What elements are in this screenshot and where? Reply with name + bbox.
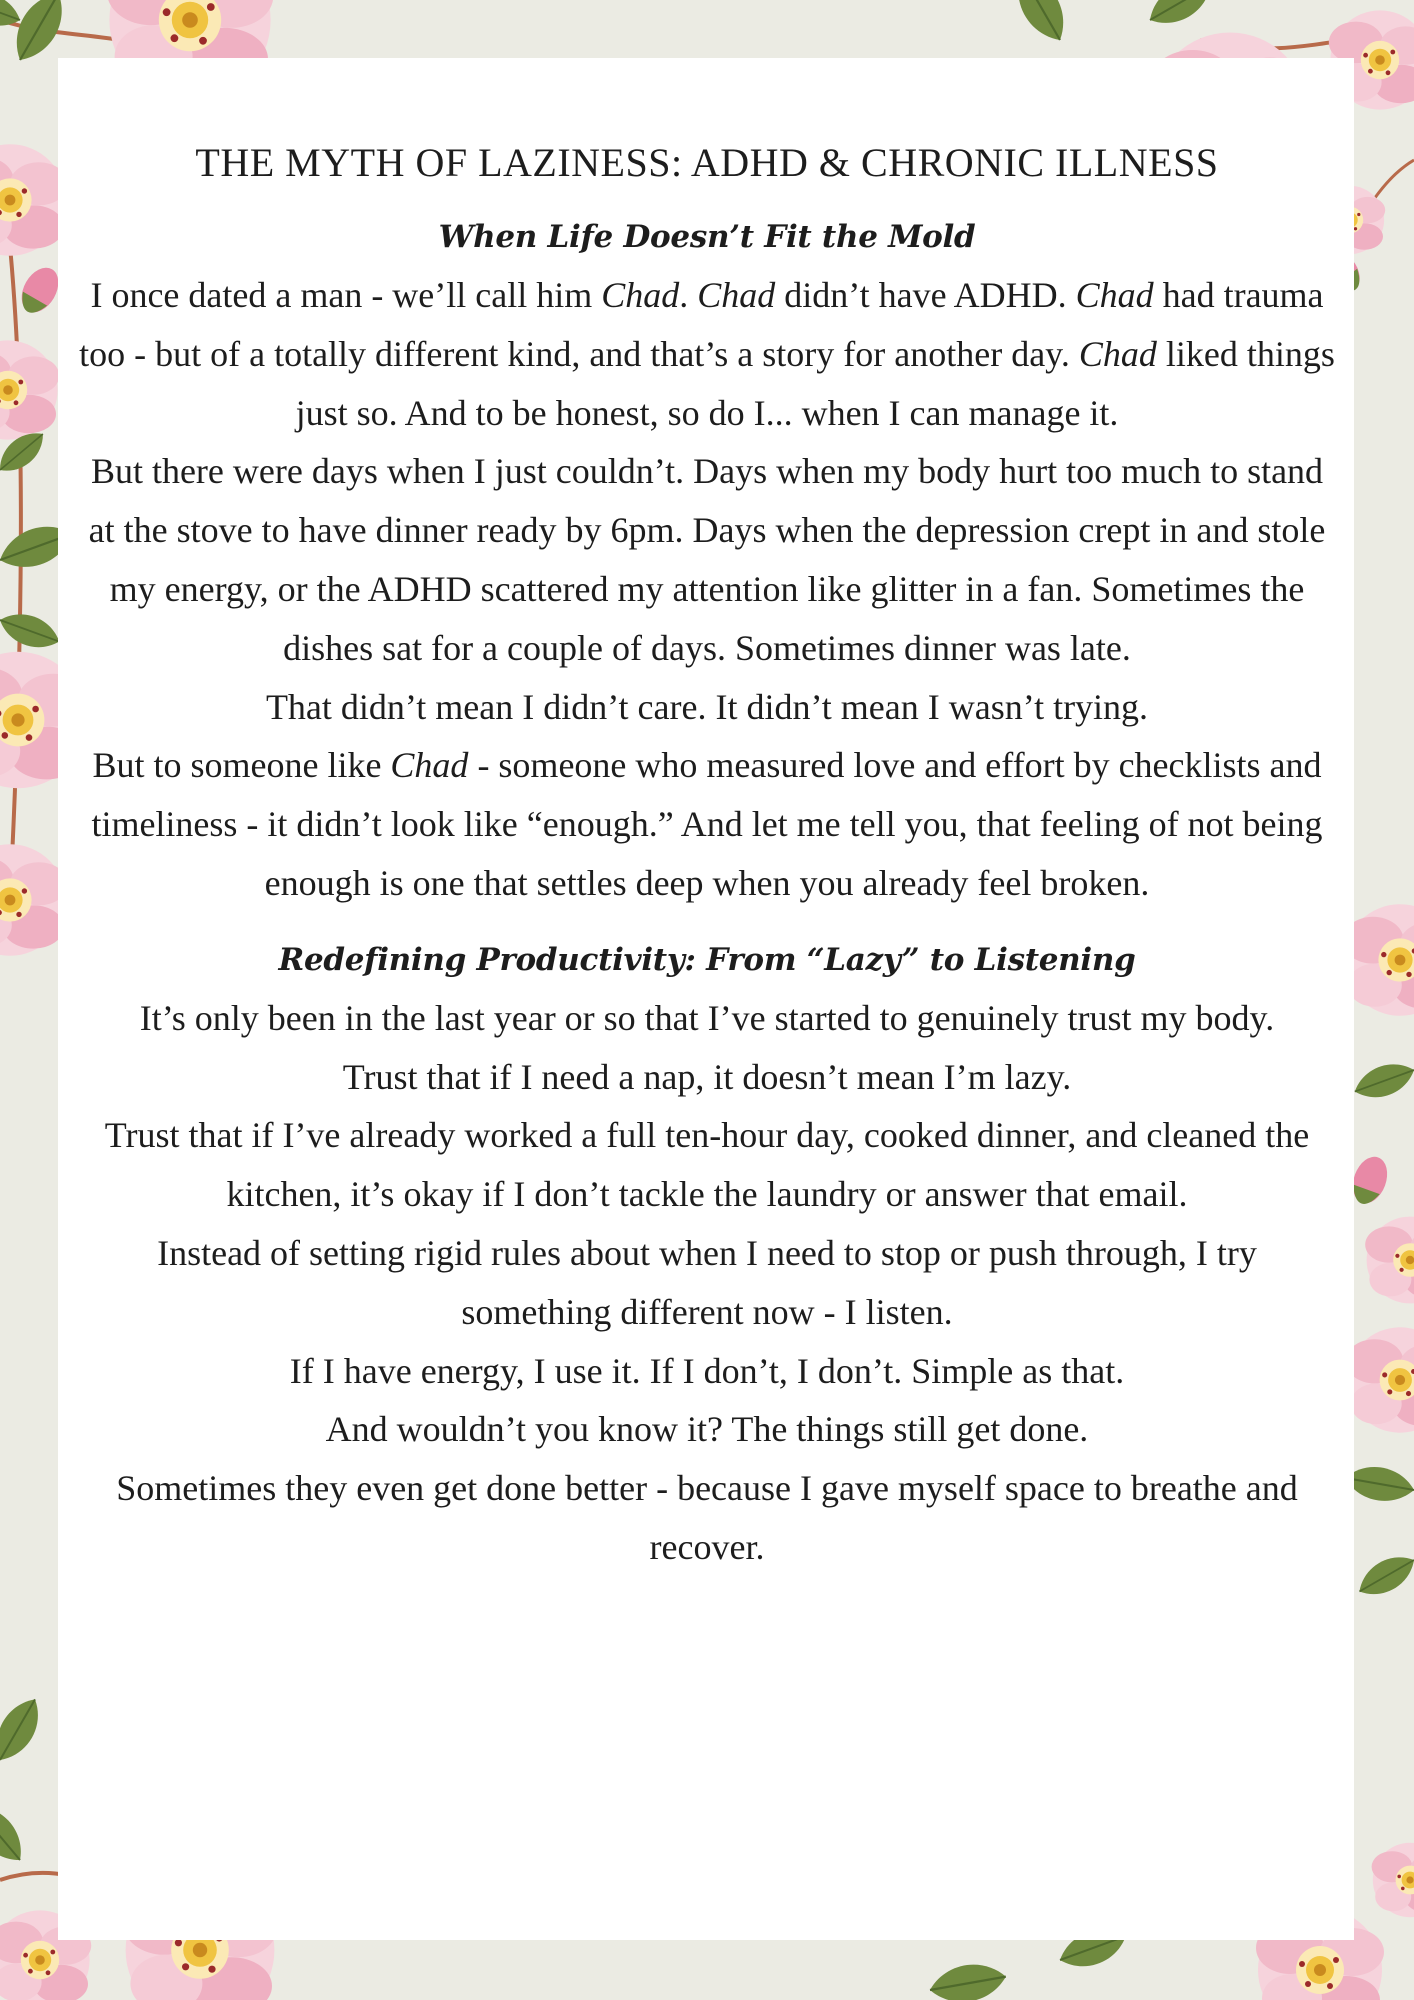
name-emphasis: Chad [697, 275, 776, 315]
paragraph: Instead of setting rigid rules about when I need to stop or push through, I try something different now - I listen. [157, 1232, 1257, 1332]
section-gap [78, 913, 1336, 931]
text-run: But to someone like [92, 745, 391, 786]
name-emphasis: Chad [390, 745, 469, 786]
paragraph: It’s only been in the last year or so that I’ve started to genuinely trust my body. [139, 997, 1275, 1038]
paragraph: Trust that if I’ve already worked a full ten-hour day, cooked dinner, and cleaned the kitchen, it’s okay if I don’t tackle the laundry or answer that email. [104, 1115, 1310, 1215]
paragraph: But there were days when I just couldn’t. Days when my body hurt too much to stand at the stove to have dinner ready by 6pm. Days when the depression crept in and stole my energy, or the ADHD scattered my attention like glitter in a fan. Sometimes the dishes sat for a couple of days. Sometimes dinner was late. [88, 451, 1326, 668]
paragraph [78, 266, 1336, 442]
text-run: didn’t have ADHD. [775, 275, 1076, 315]
paragraph: Sometimes they even get done better - because I gave myself space to breathe and recover. [116, 1468, 1298, 1567]
paragraph: Trust that if I need a nap, it doesn’t mean I’m lazy. [342, 1056, 1072, 1097]
section-heading-1: When Life Doesn’t Fit the Mold [438, 219, 976, 255]
paragraph: And wouldn’t you know it? The things still get done. [325, 1409, 1089, 1450]
article [78, 130, 1336, 1577]
text-run: I once dated a man - we’ll call him [90, 275, 602, 315]
paragraph: If I have energy, I use it. If I don’t, I don’t. Simple as that. [289, 1350, 1125, 1391]
paragraph: That didn’t mean I didn’t care. It didn’t mean I wasn’t trying. [265, 686, 1149, 727]
section-heading-2: Redefining Productivity: From “Lazy” to Listening [278, 941, 1136, 978]
name-emphasis: Chad [601, 275, 680, 315]
name-emphasis: Chad [1078, 333, 1157, 374]
name-emphasis: Chad [1075, 275, 1154, 315]
paragraph [78, 736, 1336, 912]
text-run: had trauma too - but of a totally different kind, and that’s a story for another day. [79, 275, 1324, 374]
text-run: . [679, 275, 698, 315]
text-run: - someone who measured love and effort by checklists and timeliness - it didn’t look like “enough.” And let me tell you, that feeling of not being enough is one that settles deep when you already feel broken. [91, 745, 1323, 903]
page-title: THE MYTH OF LAZINESS: ADHD & CHRONIC ILLNESS [195, 140, 1219, 185]
text-run: liked things just so. And to be honest, so do I... when I can manage it. [295, 333, 1335, 433]
